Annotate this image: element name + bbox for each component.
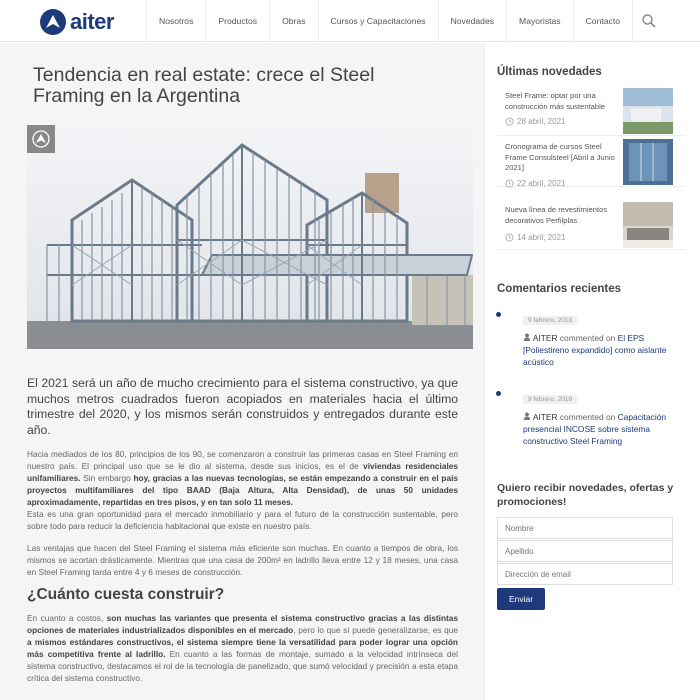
comment-verb: commented on <box>557 412 618 422</box>
nav-item-mayoristas[interactable]: Mayoristas <box>506 0 573 42</box>
nav-item-productos[interactable]: Productos <box>205 0 269 42</box>
name-field[interactable] <box>497 517 673 539</box>
main-content <box>0 43 484 700</box>
comment-item <box>497 309 687 368</box>
article <box>0 43 484 684</box>
text-run: , pero lo que sí puede generalizarse, es que <box>293 625 459 635</box>
text-bold: a mismos estándares constructivos, el sistema siempre tiene la versatilidad para poder lograr una opción más competitiva frente al ladrillo. <box>27 637 458 659</box>
text-run: Esta es una gran oportunidad para el mercado inmobiliario y para el futuro de la construcción sustentable, pero sobre todo para reducir la deficiencia habitacional que existe en nuestro país. <box>27 509 458 531</box>
article-title: Tendencia en real estate: crece el Steel Framing en la Argentina <box>33 64 375 107</box>
post-title[interactable]: Cronograma de cursos Steel Frame Consulsteel [Abril a Junio 2021] <box>505 142 615 172</box>
article-intro: El 2021 será un año de mucho crecimiento para el sistema constructivo, ya que muchos metros cuadrados fueron acopiados en materiales hacia el último trimestre del 2020, y los mismos serán construidos y entregados durante este año. <box>27 376 458 437</box>
post-date <box>505 179 565 188</box>
logo-icon <box>40 9 66 35</box>
nav-item-nosotros[interactable]: Nosotros <box>146 0 205 42</box>
latest-post-item[interactable] <box>497 89 685 136</box>
comment-date: 9 febrero, 2018 <box>523 316 577 325</box>
timeline-dot <box>496 391 501 396</box>
post-title[interactable]: Steel Frame: optar por una construcción más sustentable <box>505 91 606 111</box>
post-date <box>505 233 565 242</box>
comment-text <box>523 332 687 368</box>
post-date <box>505 117 565 126</box>
comment-verb: commented on <box>557 333 618 343</box>
timeline-dot <box>496 312 501 317</box>
clock-icon <box>505 117 514 126</box>
comment-text <box>523 411 687 447</box>
text-bold: viviendas residenciales unifamiliares. <box>27 461 458 483</box>
steel-frame-house-illustration <box>27 125 473 349</box>
post-thumbnail[interactable] <box>623 139 673 185</box>
email-field[interactable] <box>497 563 673 585</box>
newsletter-title: Quiero recibir novedades, ofertas y promociones! <box>497 482 674 508</box>
nav-item-novedades[interactable]: Novedades <box>438 0 506 42</box>
search-icon[interactable] <box>640 12 658 30</box>
user-icon <box>523 333 531 341</box>
clock-icon <box>505 179 514 188</box>
clock-icon <box>505 233 514 242</box>
recent-comments-title: Comentarios recientes <box>497 283 621 295</box>
nav-item-contacto[interactable]: Contacto <box>573 0 633 42</box>
text-bold: hoy, gracias a las nuevas tecnologías, se están empezando a construir en el país proyectos multifamiliares del tipo BAAD (Baja Altura, Alta Densidad), de unas 50 unidades aproximadamente, repartidas en tres pisos, y en tan solo 11 meses. <box>27 473 459 507</box>
gallery-badge-icon <box>27 125 55 153</box>
logo[interactable] <box>40 9 114 35</box>
comment-author[interactable]: AITER <box>532 333 558 343</box>
text-run: Sin embargo <box>80 473 134 483</box>
nav-item-obras[interactable]: Obras <box>269 0 317 42</box>
latest-post-item[interactable] <box>497 140 685 187</box>
logo-text: aiter <box>70 9 114 34</box>
post-title[interactable]: Nueva línea de revestimientos decorativos Perfilplas <box>505 205 608 225</box>
nav-item-cursos[interactable]: Cursos y Capacitaciones <box>318 0 438 42</box>
text-run: En cuanto a costos, <box>27 613 107 623</box>
comment-post-link[interactable]: Capacitación presencial INCOSE sobre sistema constructivo Steel Framing <box>523 412 667 446</box>
latest-post-item[interactable] <box>497 203 685 250</box>
latest-posts-title: Últimas novedades <box>497 66 602 78</box>
user-icon <box>523 412 531 420</box>
comment-author[interactable]: AITER <box>532 412 558 422</box>
article-subheading: ¿Cuánto cuesta construir? <box>27 586 225 603</box>
post-date-text: 22 abril, 2021 <box>517 179 566 188</box>
comment-date: 9 febrero, 2018 <box>523 395 577 404</box>
text-run: En cuanto a las formas de montaje, sumado a la velocidad intrínseca del sistema constructivo, destacamos el rol de la tecnología de panelizado, que sumó velocidad y precisión a esta etapa crítica del sistema constructivo. <box>27 649 458 683</box>
surname-field[interactable] <box>497 540 673 562</box>
hero-image <box>27 125 473 349</box>
article-paragraph: Las ventajas que hacen del Steel Framing el sistema más eficiente son muchas. En cuanto a tiempos de obra, los mismos se acortan drásticamente. Mientras que una casa de 200m² en ladrillo lleva entre 12 y 18 meses, una casa en Steel Framing tarda entre 4 y 6 meses de construcción. <box>27 543 458 577</box>
post-date-text: 28 abril, 2021 <box>517 117 566 126</box>
article-paragraph <box>27 612 458 684</box>
recent-comments-list <box>497 309 687 447</box>
sidebar <box>484 43 700 700</box>
main-nav <box>146 0 633 42</box>
post-date-text: 14 abril, 2021 <box>517 233 566 242</box>
post-thumbnail[interactable] <box>623 202 673 248</box>
text-bold: son muchas las variantes que presenta el sistema constructivo gracias a las distintas opciones de materiales industrializados disponibles en el mercado <box>27 613 458 635</box>
site-header <box>0 0 700 42</box>
text-run: Hacia mediados de los 80, principios de los 90, se comenzaron a construir las primeras casas en Steel Framing en nuestro país. El principal uso que se le dio al sistema, desde sus inicios, es el de <box>27 449 458 471</box>
submit-button[interactable]: Enviar <box>497 588 545 610</box>
article-paragraph <box>27 448 458 532</box>
comment-item <box>497 388 687 447</box>
comment-post-link[interactable]: El EPS [Poliestireno expandido] como aislante acústico <box>523 333 667 367</box>
post-thumbnail[interactable] <box>623 88 673 134</box>
